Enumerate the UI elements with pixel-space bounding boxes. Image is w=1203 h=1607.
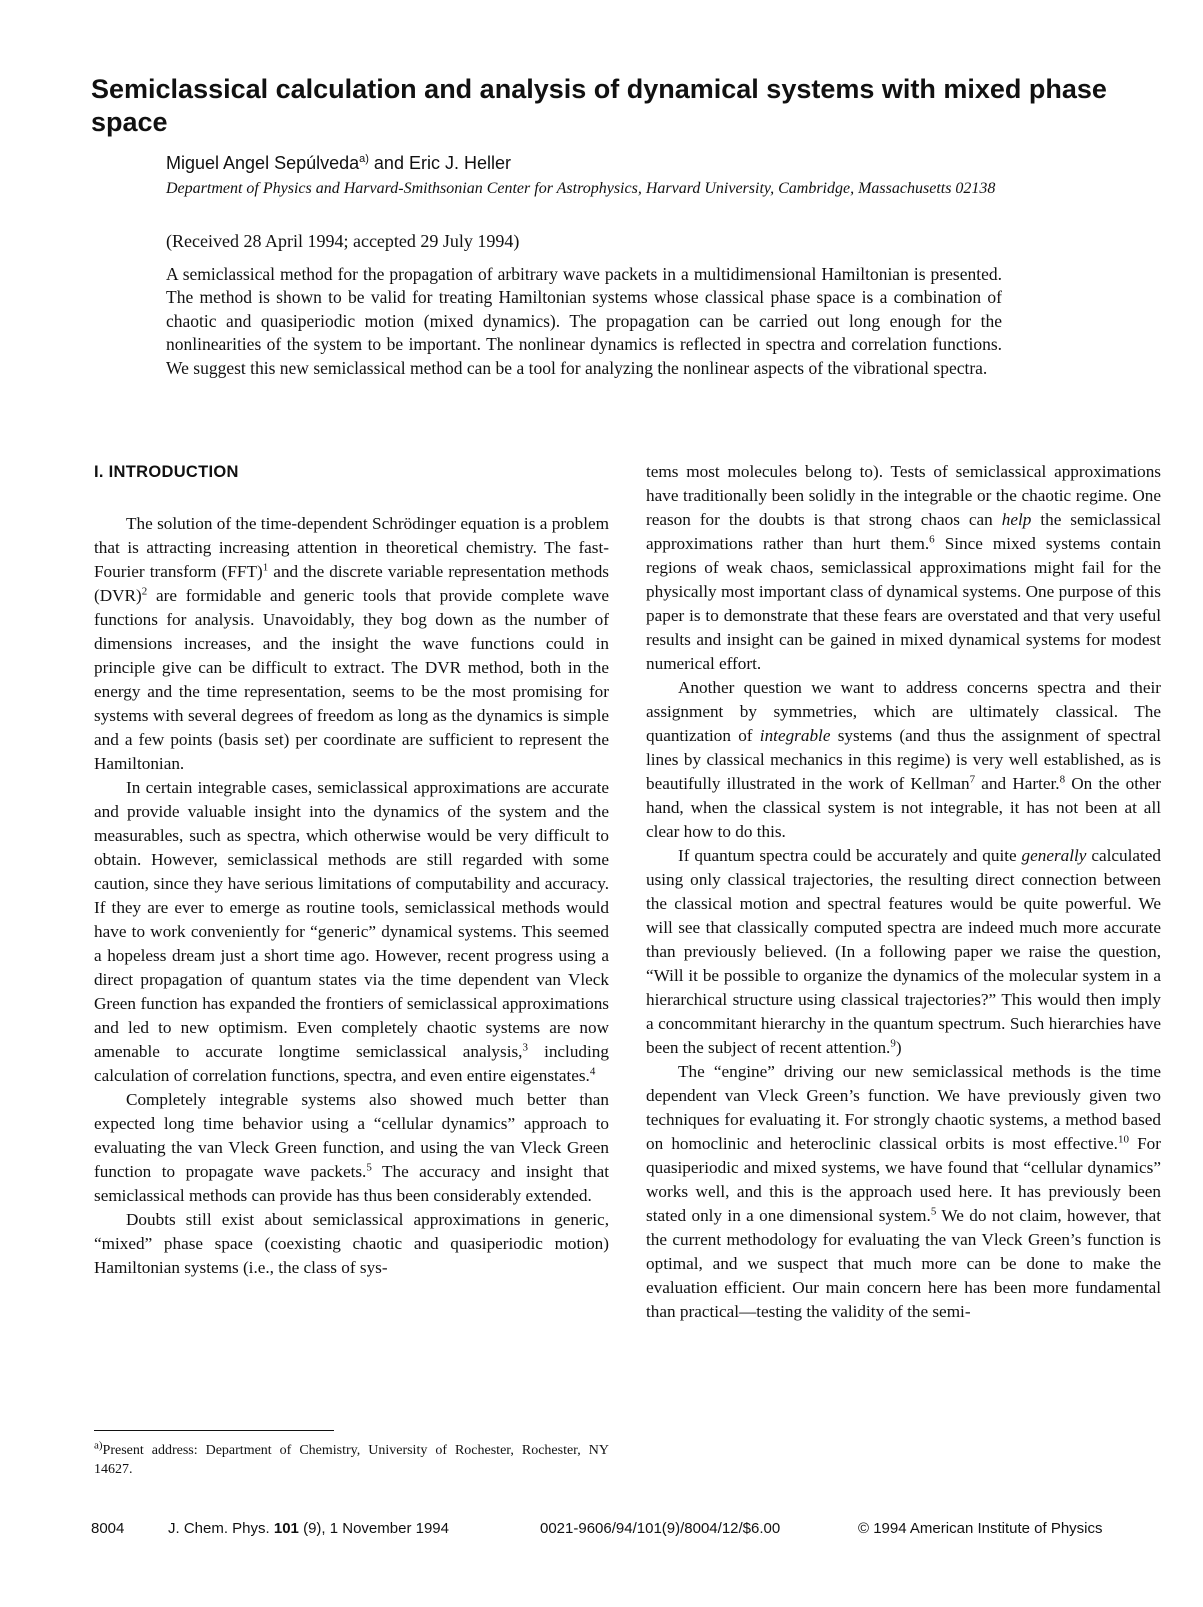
paragraph: The “engine” driving our new semiclassical methods is the time dependent van Vleck Green’s function. We have previously given two techniques for evaluating it. For strongly chaotic systems, a method based on homoclinic and heteroclinic classical orbits is most effective.$^{10}$ For quasiperiodic and mixed systems, we have found that “cellular dynamics” works well, and this is the approach used here. It has previously been stated only in a one dimensional system.$^5$ We do not claim, however, that the current methodology for evaluating the van Vleck Green’s function is optimal, and we suspect that much more can be done to make the evaluation efficient. Our main concern here has been more fundamental than practical—testing the validity of the semi- [646,1062,1161,1321]
article-code: 0021-9606/94/101(9)/8004/12/$6.00 [540,1520,781,1537]
reference-mark: 2 [141,585,148,598]
affiliation: Department of Physics and Harvard-Smithsonian Center for Astrophysics, Harvard University, Cambridge, Massachusetts 02138 [166,180,996,197]
reference-mark: 5 [930,1205,937,1218]
paragraph-continuation: tems most molecules belong to). Tests of semiclassical approximations have traditionally been solidly in the integrable or the chaotic regime. One reason for the doubts is that strong chaos can help the semiclassical approximations rather than hurt them.$^6$ Since mixed systems contain regions of weak chaos, semiclassical approximations might fail for the physically most important class of dynamical systems. One purpose of this paper is to demonstrate that these fears are overstated and that very useful results and insight can be gained in mixed dynamical systems for modest numerical effort. [646,462,1161,673]
author-footnote-mark: a) [359,153,369,165]
paragraph: If quantum spectra could be accurately and quite generally calculated using only classical trajectories, the resulting direct connection between the classical motion and spectral features would be quite powerful. We will see that classically computed spectra are indeed much more accurate than previously believed. (In a following paper we raise the question, “Will it be possible to organize the dynamics of the molecular system in a hierarchical structure using classical trajectories?” This would then imply a concommitant hierarchy in the quantum spectrum. Such hierarchies have been the subject of recent attention.$^9$) [646,846,1161,1057]
left-column [94,460,609,1280]
paragraph: Another question we want to address concerns spectra and their assignment by symmetries, which are ultimately classical. The quantization of integrable systems (and thus the assignment of spectral lines by classical mechanics in this regime) is very well established, as is beautifully illustrated in the work of Kellman$^7$ and Harter.$^8$ On the other hand, when the classical system is not integrable, it has not been at all clear how to do this. [646,678,1161,841]
received-date: (Received 28 April 1994; accepted 29 July 1994) [166,231,520,251]
reference-mark: 8 [1059,773,1066,786]
author-name: Miguel Angel Sepúlveda [166,153,360,173]
page-number: 8004 [91,1520,125,1537]
footnote-text: Present address: Department of Chemistry, University of Rochester, Rochester, NY 14627. [94,1443,609,1477]
right-column [646,460,1161,1324]
reference-mark: 4 [589,1065,596,1078]
copyright: © 1994 American Institute of Physics [858,1520,1103,1537]
paragraph: Completely integrable systems also showed much better than expected long time behavior using a “cellular dynamics” approach to evaluating the van Vleck Green function, and using the van Vleck Green function to propagate wave packets.$^5$ The accuracy and insight that semiclassical methods can provide has thus been considerably extended. [94,1090,609,1205]
section-heading: I. INTRODUCTION [94,463,239,481]
reference-mark: 5 [366,1161,372,1174]
journal-citation: J. Chem. Phys. 101 (9), 1 November 1994 [168,1520,449,1537]
paragraph: In certain integrable cases, semiclassical approximations are accurate and provide valuable insight into the dynamics of the system and the measurables, such as spectra, which otherwise would be very difficult to obtain. However, semiclassical methods are still regarded with some caution, since they have serious limitations of computability and accuracy. If they are ever to emerge as routine tools, semiclassical methods would have to work conveniently for “generic” dynamical systems. This seemed a hopeless dream just a short time ago. However, recent progress using a direct propagation of quantum states via the time dependent van Vleck Green function has expanded the frontiers of semiclassical approximations and led to new optimism. Even completely chaotic systems are now amenable to accurate longtime semiclassical analysis,$^3$ including calculation of correlation functions, spectra, and even entire eigenstates.$^4$ [94,778,609,1085]
reference-mark: 3 [522,1041,528,1054]
footnote-mark: a) [94,1439,103,1452]
footnote [94,1441,609,1479]
reference-mark: 6 [929,533,935,546]
abstract: A semiclassical method for the propagation of arbitrary wave packets in a multidimensional Hamiltonian is presented. The method is shown to be valid for treating Hamiltonian systems whose classical phase space is a combination of chaotic and quasiperiodic motion (mixed dynamics). The propagation can be carried out long enough for the nonlinearities of the system to be important. The nonlinear dynamics is reflected in spectra and correlation functions. We suggest this new semiclassical method can be a tool for analyzing the nonlinear aspects of the vibrational spectra. [166,264,1002,378]
reference-mark: 7 [969,773,976,786]
author-line [166,153,511,174]
reference-mark: 9 [890,1037,896,1050]
paper-title: Semiclassical calculation and analysis of dynamical systems with mixed phase space [91,74,1107,137]
footnote-rule [94,1430,334,1431]
paragraph: The solution of the time-dependent Schrödinger equation is a problem that is attracting increasing attention in theoretical chemistry. The fast-Fourier transform (FFT)$^1$ and the discrete variable representation methods (DVR)$^2$ are formidable and generic tools that provide complete wave functions for analysis. Unavoidably, they bog down as the number of dimensions increases, and the insight the wave functions could in principle give can be difficult to extract. The DVR method, both in the energy and the time representation, seems to be the most promising for systems with several degrees of freedom as long as the dynamics is simple and a few points (basis set) per coordinate are sufficient to represent the Hamiltonian. [94,514,609,773]
coauthor-name: and Eric J. Heller [368,153,511,173]
reference-mark: 10 [1117,1133,1129,1146]
paragraph: Doubts still exist about semiclassical approximations in generic, “mixed” phase space (coexisting chaotic and quasiperiodic motion) Hamiltonian systems (i.e., the class of sys- [94,1210,609,1277]
reference-mark: 1 [262,561,269,574]
